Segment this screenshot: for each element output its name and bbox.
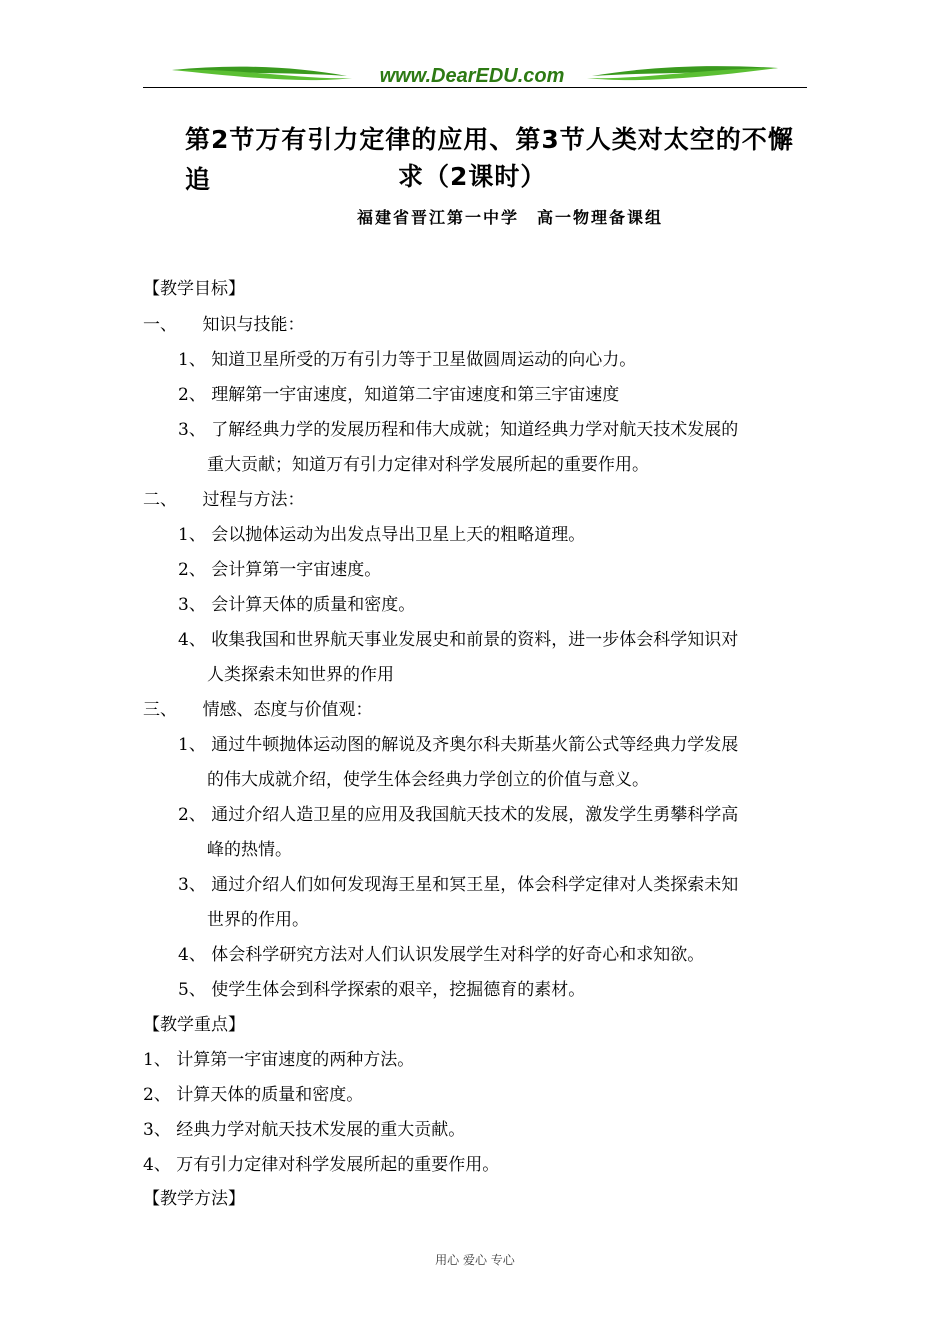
page-footer: 用心 爱心 专心 xyxy=(435,1253,515,1267)
list-item-continuation: 人类探索未知世界的作用 xyxy=(207,665,394,685)
dearedu-logo xyxy=(172,62,778,88)
list-item: 4、 体会科学研究方法对人们认识发展学生对科学的好奇心和求知欲。 xyxy=(178,945,705,965)
list-item: 2、 计算天体的质量和密度。 xyxy=(143,1085,364,1105)
list-item: 2、 理解第一宇宙速度，知道第二宇宙速度和第三宇宙速度 xyxy=(178,385,620,405)
header-rule xyxy=(143,87,807,88)
subsection-heading: 二、 过程与方法： xyxy=(143,490,305,510)
list-item: 3、 经典力学对航天技术发展的重大贡献。 xyxy=(143,1120,466,1140)
list-item: 3、 了解经典力学的发展历程和伟大成就；知道经典力学对航天技术发展的 xyxy=(178,420,739,440)
list-item: 5、 使学生体会到科学探索的艰辛，挖掘德育的素材。 xyxy=(178,980,586,1000)
list-item-continuation: 重大贡献；知道万有引力定律对科学发展所起的重要作用。 xyxy=(207,455,649,475)
list-item: 2、 会计算第一宇宙速度。 xyxy=(178,560,382,580)
list-item-continuation: 的伟大成就介绍，使学生体会经典力学创立的价值与意义。 xyxy=(207,770,649,790)
list-item: 1、 知道卫星所受的万有引力等于卫星做圆周运动的向心力。 xyxy=(178,350,637,370)
section-heading: 【教学目标】 xyxy=(143,279,245,299)
list-item: 2、 通过介绍人造卫星的应用及我国航天技术的发展，激发学生勇攀科学高 xyxy=(178,805,739,825)
list-item: 1、 计算第一宇宙速度的两种方法。 xyxy=(143,1050,415,1070)
list-item: 4、 收集我国和世界航天事业发展史和前景的资料，进一步体会科学知识对 xyxy=(178,630,739,650)
author-organization: 福建省晋江第一中学 高一物理备课组 xyxy=(357,208,664,227)
document-title-line1: 第2节万有引力定律的应用、第3节人类对太空的不懈追 xyxy=(185,125,794,194)
list-item: 3、 会计算天体的质量和密度。 xyxy=(178,595,416,615)
list-item-continuation: 世界的作用。 xyxy=(207,910,309,930)
list-item: 3、 通过介绍人们如何发现海王星和冥王星，体会科学定律对人类探索未知 xyxy=(178,875,739,895)
section-heading: 【教学方法】 xyxy=(143,1189,245,1209)
subsection-heading: 一、 知识与技能： xyxy=(143,315,305,335)
list-item: 1、 会以抛体运动为出发点导出卫星上天的粗略道理。 xyxy=(178,525,586,545)
list-item: 4、 万有引力定律对科学发展所起的重要作用。 xyxy=(143,1155,500,1175)
logo-text: www.DearEDU.com xyxy=(379,65,565,87)
list-item-continuation: 峰的热情。 xyxy=(207,840,292,860)
section-heading: 【教学重点】 xyxy=(143,1015,245,1035)
list-item: 1、 通过牛顿抛体运动图的解说及齐奥尔科夫斯基火箭公式等经典力学发展 xyxy=(178,735,739,755)
subsection-heading: 三、 情感、态度与价值观： xyxy=(143,700,373,720)
document-title-line2: 求（2课时） xyxy=(398,162,547,191)
